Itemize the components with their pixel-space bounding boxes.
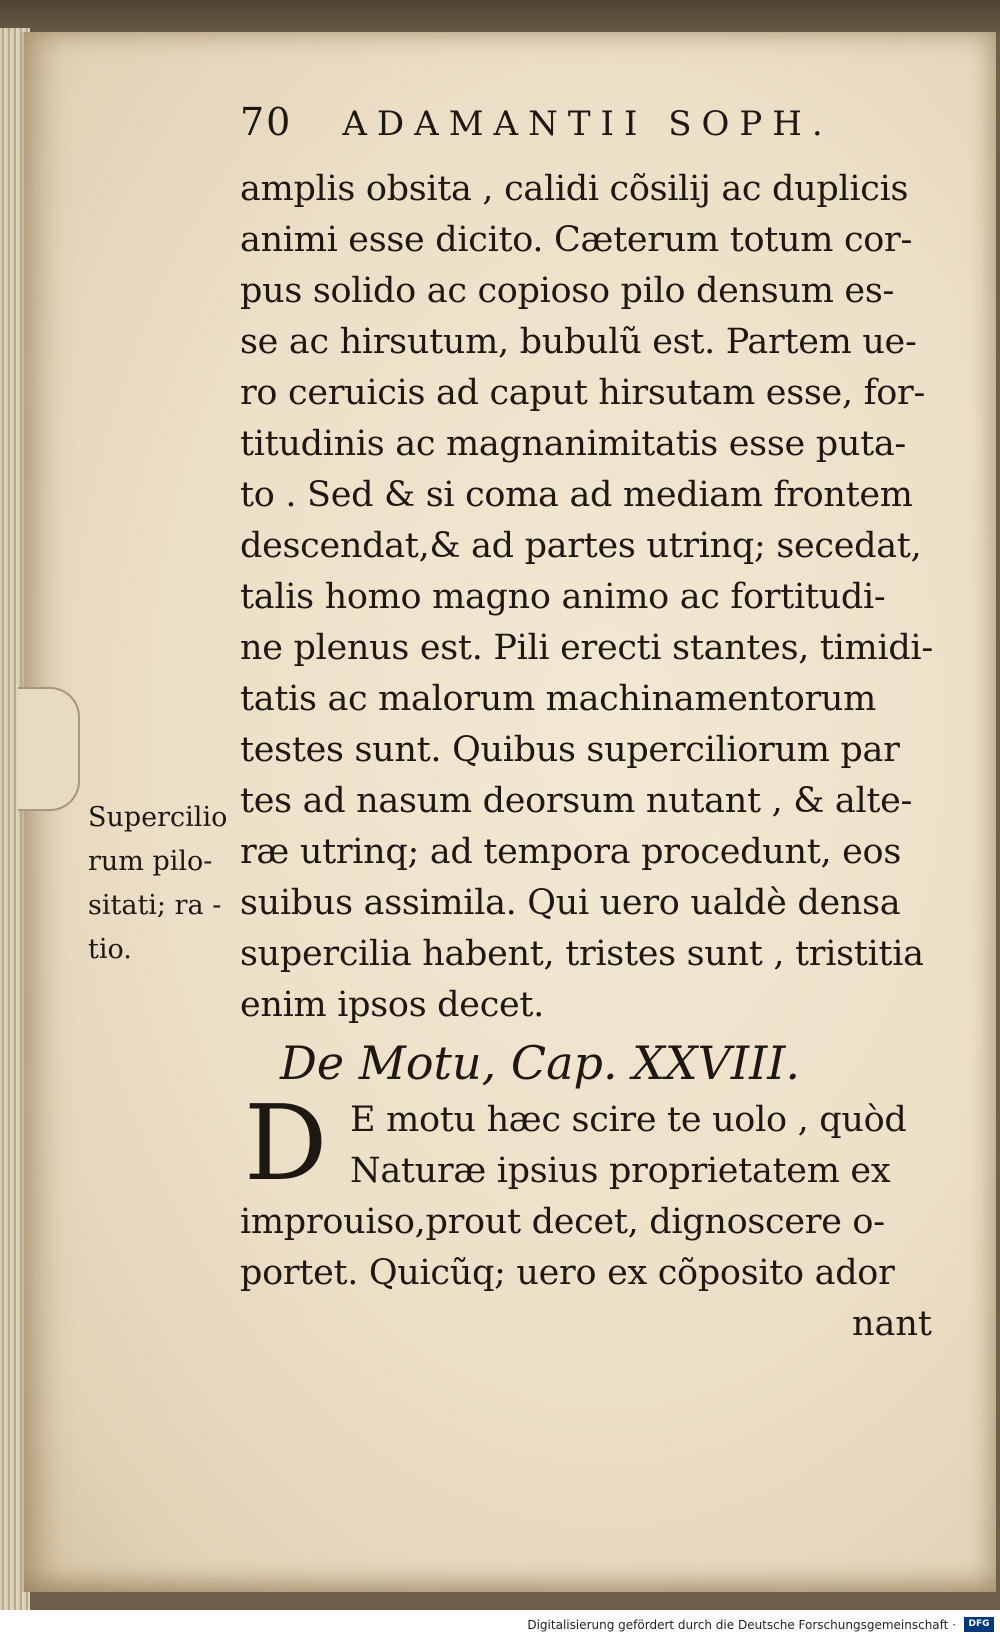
funding-credit: Digitalisierung gefördert durch die Deutsche Forschungsgemeinschaft ·	[527, 1618, 956, 1632]
text-line: suibus assimila. Qui uero ualdè densa	[240, 883, 901, 923]
bookmark-tab	[18, 687, 80, 811]
text-line: tatis ac malorum machinamentorum	[240, 679, 877, 719]
text-line: tes ad nasum deorsum nutant , & alte-	[240, 781, 913, 821]
page-header	[240, 100, 950, 164]
catchword: nant	[851, 1304, 932, 1344]
text-line: enim ipsos decet.	[240, 985, 545, 1025]
marginal-note-line: sitati; ra -	[88, 890, 222, 921]
marginal-note	[88, 796, 248, 972]
running-title: ADAMANTII SOPH.	[342, 104, 833, 144]
page-number: 70	[240, 100, 293, 144]
text-line: testes sunt. Quibus superciliorum par	[240, 730, 900, 770]
marginal-note-line: tio.	[88, 934, 132, 965]
text-line: portet. Quicũq; uero ex cõposito ador	[240, 1253, 895, 1293]
text-line: titudinis ac magnanimitatis esse puta-	[240, 424, 906, 464]
marginal-note-line: rum pilo-	[88, 846, 213, 877]
text-line: ne plenus est. Pili erecti stantes, timidi-	[240, 628, 933, 668]
text-line: se ac hirsutum, bubulũ est. Partem ue-	[240, 322, 917, 362]
text-line: to . Sed & si coma ad mediam frontem	[240, 475, 913, 515]
text-line: pus solido ac copioso pilo densum es-	[240, 271, 895, 311]
text-line: ræ utrinq; ad tempora procedunt, eos	[240, 832, 901, 872]
text-line: amplis obsita , calidi cõsilij ac duplicis	[240, 169, 909, 209]
footer-bar	[0, 1610, 1000, 1642]
body-text	[240, 164, 950, 1031]
dfg-logo: DFG	[964, 1617, 994, 1632]
text-line: improuiso,prout decet, dignoscere o-	[240, 1202, 885, 1242]
text-line: descendat,& ad partes utrinq; secedat,	[240, 526, 922, 566]
main-text-block	[240, 100, 950, 1350]
marginal-note-line: Supercilio	[88, 802, 228, 833]
chapter-heading: De Motu, Cap. XXVIII.	[280, 1036, 801, 1090]
text-line: animi esse dicito. Cæterum totum cor-	[240, 220, 912, 260]
drop-cap-initial: D	[244, 1082, 328, 1204]
text-line: ro ceruicis ad caput hirsutam esse, for-	[240, 373, 925, 413]
text-line: talis homo magno animo ac fortitudi-	[240, 577, 886, 617]
text-line: supercilia habent, tristes sunt , tristitia	[240, 934, 924, 974]
text-line: E motu hæc scire te uolo , quòd	[350, 1100, 907, 1140]
text-line: Naturæ ipsius proprietatem ex	[350, 1151, 891, 1191]
chapter-text	[240, 1082, 950, 1299]
